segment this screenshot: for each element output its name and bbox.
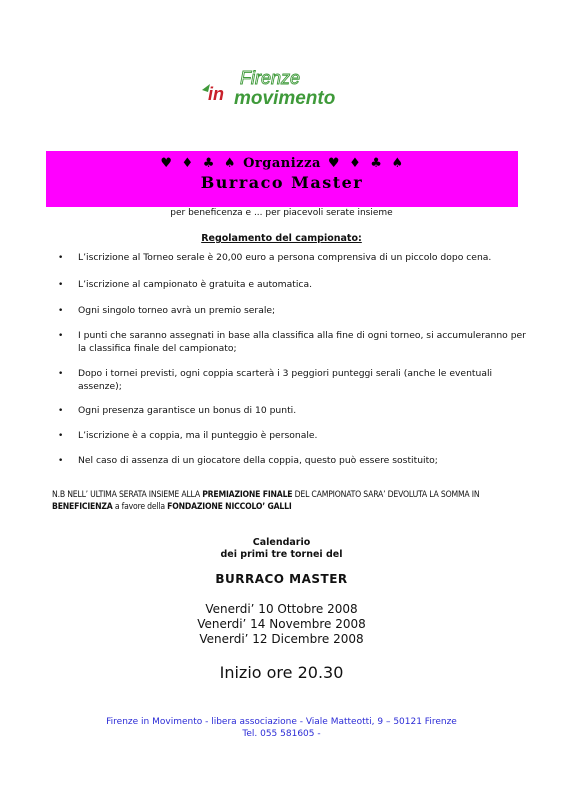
list-item: • Ogni presenza garantisce un bonus di 10 punti.: [58, 405, 297, 416]
bullet-icon: •: [58, 331, 64, 341]
club-icon: ♣: [202, 156, 215, 171]
beneficenza-note: N.B NELL’ ULTIMA SERATA INSIEME ALLA PREMIAZIONE FINALE DEL CAMPIONATO SARA’ DEVOLUTA LA SOMMA IN BENEFICIENZA a favore della FONDAZIONE NICCOLO’ GALLI: [52, 490, 480, 512]
club-icon: ♣: [370, 156, 383, 171]
list-item: • I punti che saranno assegnati in base alla classifica alla fine di ogni torneo, si accumuleranno per la classifica finale del campionato;: [58, 330, 526, 354]
spade-icon: ♠: [223, 156, 237, 171]
premiazione-finale-emphasis: PREMIAZIONE FINALE: [202, 490, 293, 500]
date-item: Venerdi’ 10 Ottobre 2008: [205, 602, 358, 616]
bullet-icon: •: [58, 456, 64, 466]
footer-contact: [0, 716, 563, 740]
list-item: • Ogni singolo torneo avrà un premio serale;: [58, 305, 276, 316]
list-item: • L’iscrizione al campionato è gratuita e automatica.: [58, 279, 313, 290]
diamond-icon: ♦: [181, 156, 194, 171]
beneficienza-emphasis: BENEFICIENZA: [52, 502, 113, 512]
footer-phone: Tel. 055 581605 -: [242, 729, 321, 739]
fondazione-emphasis: FONDAZIONE NICCOLO’ GALLI: [167, 502, 292, 512]
subtitle: per beneficenza e ... per piacevoli serate insieme: [170, 208, 393, 218]
title-banner: [46, 151, 518, 207]
calendar-title: BURRACO MASTER: [215, 572, 348, 586]
bullet-icon: •: [58, 406, 64, 416]
list-item: • L’iscrizione è a coppia, ma il punteggio è personale.: [58, 430, 318, 441]
list-item: • L’iscrizione al Torneo serale è 20,00 euro a persona comprensiva di un piccolo dopo cena.: [58, 252, 492, 263]
diamond-icon: ♦: [349, 156, 362, 171]
bullet-icon: •: [58, 306, 64, 316]
calendar-dates: [0, 602, 563, 647]
spade-icon: ♠: [391, 156, 404, 171]
date-item: Venerdi’ 12 Dicembre 2008: [199, 632, 364, 646]
calendar-subheading: dei primi tre tornei del: [220, 549, 343, 560]
calendar-heading: Calendario: [252, 537, 311, 548]
date-item: Venerdi’ 14 Novembre 2008: [197, 617, 366, 631]
firenze-in-movimento-logo: [200, 62, 370, 112]
heart-icon: ♥: [327, 156, 341, 171]
bullet-icon: •: [58, 253, 64, 263]
footer-address: Firenze in Movimento - libera associazione - Viale Matteotti, 9 – 50121 Firenze: [106, 717, 457, 727]
svg-text:movimento: movimento: [234, 88, 336, 109]
banner-title: Burraco Master: [200, 173, 364, 192]
regolamento-heading: Regolamento del campionato:: [201, 233, 362, 244]
heart-icon: ♥: [160, 156, 173, 171]
svg-text:in: in: [208, 84, 224, 104]
bullet-icon: •: [58, 431, 64, 441]
list-item: • Nel caso di assenza di un giocatore della coppia, questo può essere sostituito;: [58, 455, 438, 466]
list-item: • Dopo i tornei previsti, ogni coppia scarterà i 3 peggiori punteggi serali (anche le eventuali assenze);: [58, 368, 493, 392]
bullet-icon: •: [58, 280, 64, 290]
start-time: Inizio ore 20.30: [219, 663, 344, 682]
banner-organizza-line: [46, 156, 518, 171]
svg-text:Firenze: Firenze: [240, 68, 301, 88]
organizza-label: Organizza: [243, 156, 321, 171]
bullet-icon: •: [58, 369, 64, 379]
